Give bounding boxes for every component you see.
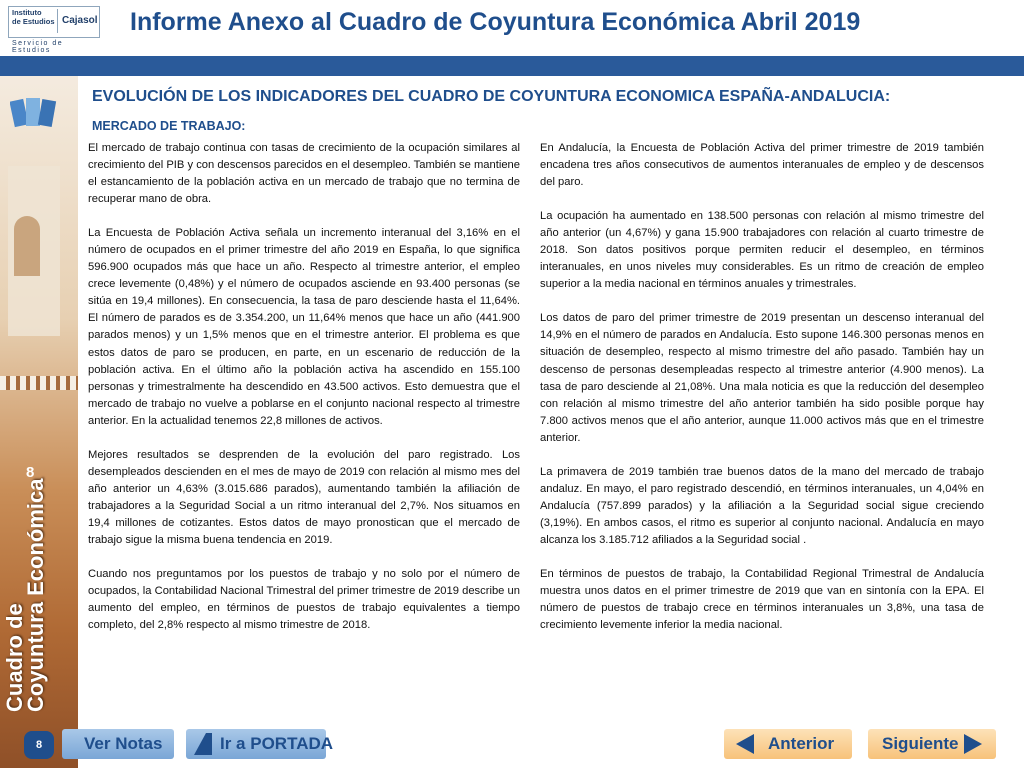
logo-brand-text: Cajasol xyxy=(62,15,98,26)
vertical-title-line2: Coyuntura Económica xyxy=(23,478,48,712)
siguiente-button[interactable] xyxy=(868,729,996,759)
ir-portada-button[interactable] xyxy=(186,729,334,759)
arrow-left-icon xyxy=(736,734,754,754)
page-title: Informe Anexo al Cuadro de Coyuntura Económica Abril 2019 xyxy=(130,8,861,36)
arrow-right-icon xyxy=(964,734,982,754)
home-icon xyxy=(194,733,206,755)
logo-institute-text: Instituto de Estudios xyxy=(12,8,55,26)
left-paragraph: El mercado de trabajo continua con tasas de crecimiento de la ocupación similares al crecimiento del PIB y con descensos parecidos en el desempleo. También se mantiene el estancamiento de la población activa en un mercado de trabajo que no termina de recuperar mano de obra. xyxy=(88,142,520,206)
anterior-label: Anterior xyxy=(768,734,835,753)
vertical-title xyxy=(4,479,46,712)
right-paragraph: En términos de puestos de trabajo, la Contabilidad Regional Trimestral de Andalucía muestra unos datos en el primer trimestre de 2019 que van en sintonía con la EPA. El número de puestos de trabajo crece en términos interanuales un 3,8%, una tasa de crecimiento levemente inferior la media nacional. xyxy=(540,567,984,632)
logo-divider xyxy=(57,9,58,33)
sub-heading: MERCADO DE TRABAJO: xyxy=(92,119,246,133)
vertical-title-line1: Cuadro de xyxy=(2,603,27,712)
ver-notas-label: Ver Notas xyxy=(84,734,163,753)
header-bar xyxy=(0,56,1024,76)
anterior-button[interactable] xyxy=(724,729,852,759)
home-icon-bar xyxy=(206,733,212,755)
ver-notas-button[interactable] xyxy=(62,729,174,759)
left-paragraph: Cuando nos preguntamos por los puestos de trabajo y no solo por el número de ocupados, la Contabilidad Nacional Trimestral del primer trimestre de 2019 describe un aumento del empleo, en términos de puestos de trabajo equivalentes a tiempo completo, del 2,8% respecto al mismo trimestre de 2018. xyxy=(88,568,520,632)
header xyxy=(0,0,1024,56)
balcony-decoration xyxy=(0,376,78,390)
right-column xyxy=(540,140,984,634)
institute-logo xyxy=(8,6,100,54)
right-paragraph: En Andalucía, la Encuesta de Población Activa del primer trimestre de 2019 también encadena tres años consecutivos de aumentos interanuales de empleo y de descensos del paro. xyxy=(540,142,984,189)
siguiente-label: Siguiente xyxy=(882,734,959,753)
left-paragraph: La Encuesta de Población Activa señala un incremento interanual del 3,16% en el número de ocupados en el primer trimestre del año 2019 en España, lo que significa 596.900 ocupados más que hace un año. Respecto al trimestre anterior, el empleo crece levemente (0,48%) y el número de ocupados asciende en 93.400 personas (se sitúa en 19,4 millones). En consecuencia, la tasa de paro desciende hasta el 11,64%. El número de parados es de 3.354.200, un 11,64% menos que hace un año (441.900 parados menos) y un 1,5% menos que en el trimestre anterior. El problema es que estos datos de paro se producen, en parte, en un escenario de reducción de la población activa. En el último año la población activa ha ascendido en 155.100 personas y trimestralmente ha descendido en 43.500 activos. Esto demuestra que el mercado de trabajo no vuelve a poblarse en el conjunto nacional respecto al trimestre anterior. En la actualidad tenemos 22,8 millones de activos. xyxy=(88,227,520,427)
right-paragraph: Los datos de paro del primer trimestre de 2019 presentan un descenso interanual del 14,9% en el número de parados en Andalucía. Esto supone 146.300 personas menos en situación de desempleo, respecto al mismo trimestre del año pasado. También hay un descenso de personas desempleadas respecto al trimestre anterior (4.900 menos). La tasa de paro desciende al 21,08%. Una mala noticia es que la reducción del desempleo con relación al mismo trimestre del año anterior también ha sido posible porque hay 7.800 activos menos que el año anterior, aunque 11.000 activos más que en el trimestre anterior. xyxy=(540,312,984,444)
ir-portada-label: Ir a PORTADA xyxy=(220,734,334,753)
left-column xyxy=(88,140,520,634)
page-number-badge: 8 xyxy=(24,731,54,759)
left-paragraph: Mejores resultados se desprenden de la evolución del paro registrado. Los desempleados descienden en el mes de mayo de 2019 con relación al mismo mes del año anterior un 4,63% (3.015.686 parados), aumentando también la afiliación de trabajadores a la Seguridad Social a un ritmo interanual del 2,7%. Nos situamos en 19,4 millones de cotizantes. Estos datos de mayo pronostican que el mercado de trabajo sigue la misma buena tendencia en 2019. xyxy=(88,448,520,546)
sidebar-page-number: 8 xyxy=(26,464,35,481)
logo-service-text: Servicio de Estudios xyxy=(12,40,64,54)
arch-decoration xyxy=(14,216,40,276)
books-icon xyxy=(10,94,58,132)
section-heading: EVOLUCIÓN DE LOS INDICADORES DEL CUADRO DE COYUNTURA ECONOMICA ESPAÑA-ANDALUCIA: xyxy=(92,88,891,105)
right-paragraph: La primavera de 2019 también trae buenos datos de la mano del mercado de trabajo andaluz. En mayo, el paro registrado descendió, en términos interanuales, un 4,04% en Andalucía (757.899 parados) y la afiliación a la Seguridad social sigue creciendo (3,19%). En ambos casos, el ritmo es superior al conjunto nacional. Andalucía en mayo alcanza los 3.185.712 afiliados a la Seguridad social . xyxy=(540,465,984,546)
right-paragraph: La ocupación ha aumentado en 138.500 personas con relación al mismo trimestre del año anterior (un 4,67%) y gana 15.900 trabajadores con relación al cuarto trimestre de 2018. Son datos positivos porque permiten reducir el desempleo, en términos interanuales, en unos niveles muy considerables. Es un ritmo de creación de empleo superior a la media nacional en términos anuales y trimestrales. xyxy=(540,210,984,291)
